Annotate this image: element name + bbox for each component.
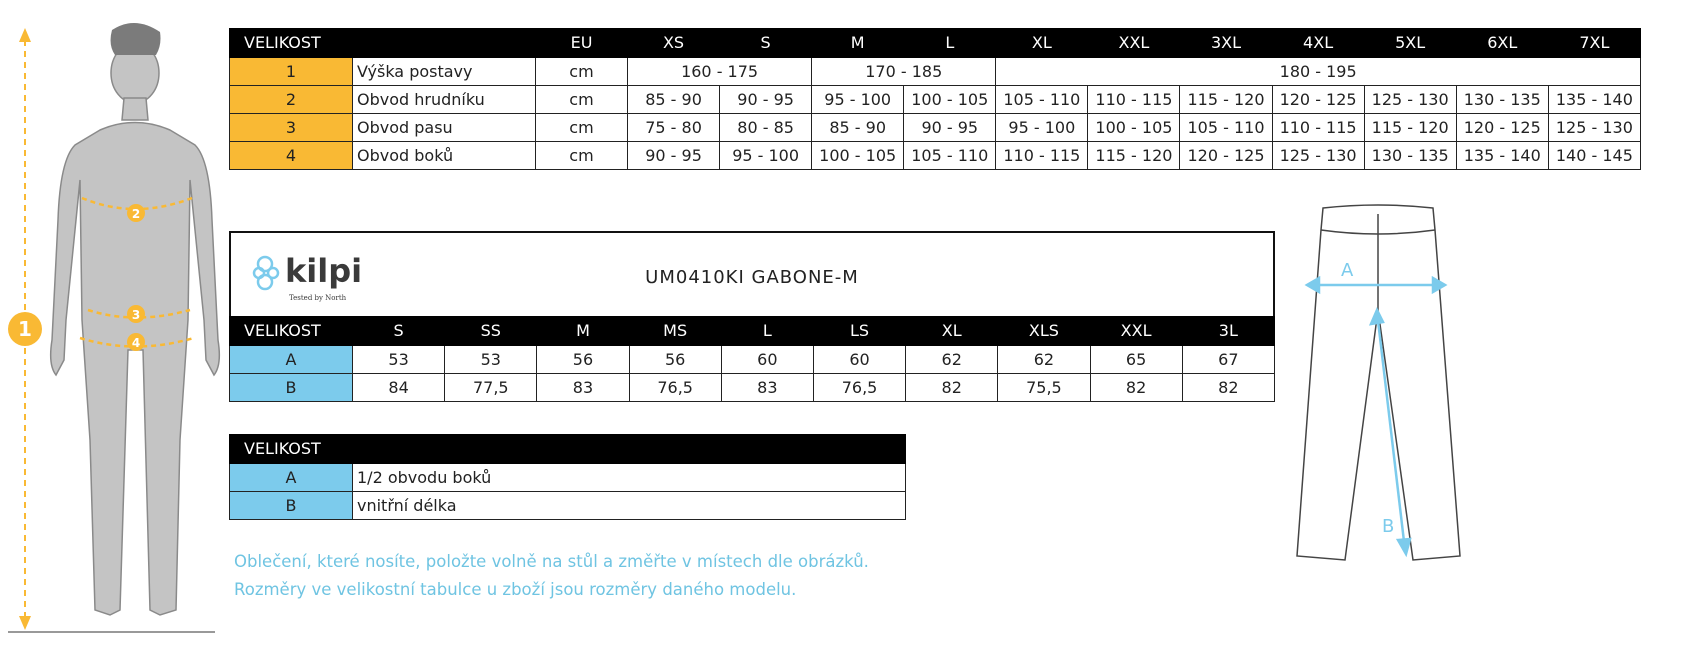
product-header [229, 231, 1275, 316]
value-cell: 83 [537, 374, 629, 402]
value-cell: 100 - 105 [812, 142, 904, 170]
value-cell: 95 - 100 [996, 114, 1088, 142]
value-cell: 95 - 100 [812, 86, 904, 114]
value-cell: 105 - 110 [1180, 114, 1272, 142]
value-cell: 135 - 140 [1456, 142, 1548, 170]
velikost-header: VELIKOST [230, 317, 353, 346]
value-cell: 82 [1090, 374, 1182, 402]
value-cell: 110 - 115 [996, 142, 1088, 170]
instruction-note: Oblečení, které nosíte, položte volně na stůl a změřte v místech dle obrázků. [234, 552, 869, 571]
unit-cell: cm [536, 58, 628, 86]
label-header [353, 29, 536, 58]
row-label: Obvod hrudníku [353, 86, 536, 114]
value-cell: 65 [1090, 346, 1182, 374]
row-label: B [230, 374, 353, 402]
value-cell: 53 [353, 346, 445, 374]
value-cell: 130 - 135 [1364, 142, 1456, 170]
measurement-legend-table [229, 434, 906, 520]
size-header: XL [906, 317, 998, 346]
product-size-table [229, 316, 1275, 402]
row-number: 2 [230, 86, 353, 114]
value-cell: 56 [537, 346, 629, 374]
brand-name: kilpi [285, 252, 363, 290]
brand-tagline: Tested by North [289, 294, 347, 302]
size-header: 7XL [1548, 29, 1640, 58]
value-cell: 100 - 105 [1088, 114, 1180, 142]
row-number: 1 [230, 58, 353, 86]
waist-marker: 3 [131, 308, 141, 322]
size-header: L [904, 29, 996, 58]
value-cell: 62 [906, 346, 998, 374]
size-header: 3XL [1180, 29, 1272, 58]
velikost-header: VELIKOST [230, 29, 353, 58]
size-header: 6XL [1456, 29, 1548, 58]
eu-header: EU [536, 29, 628, 58]
body-size-table [229, 28, 1641, 170]
size-header: SS [445, 317, 537, 346]
size-header: LS [813, 317, 905, 346]
table-row [230, 86, 1641, 114]
value-cell: 105 - 110 [904, 142, 996, 170]
value-cell: 62 [998, 346, 1090, 374]
unit-cell: cm [536, 114, 628, 142]
value-cell: 75,5 [998, 374, 1090, 402]
size-header: S [353, 317, 445, 346]
legend-text: vnitřní délka [353, 492, 906, 520]
size-header: 5XL [1364, 29, 1456, 58]
table-row [230, 346, 1275, 374]
human-figure-icon [0, 20, 230, 640]
empty-header [353, 435, 906, 464]
unit-cell: cm [536, 142, 628, 170]
value-cell: 53 [445, 346, 537, 374]
value-cell: 110 - 115 [1272, 114, 1364, 142]
value-cell: 90 - 95 [628, 142, 720, 170]
value-cell: 85 - 90 [628, 86, 720, 114]
table-row [230, 58, 1641, 86]
height-range-cell: 180 - 195 [996, 58, 1641, 86]
table-row [230, 142, 1641, 170]
value-cell: 60 [813, 346, 905, 374]
height-range-cell: 160 - 175 [628, 58, 812, 86]
pants-label-b: B [1382, 516, 1395, 537]
size-header: XLS [998, 317, 1090, 346]
value-cell: 120 - 125 [1272, 86, 1364, 114]
size-header: XL [996, 29, 1088, 58]
size-header: 3L [1182, 317, 1274, 346]
value-cell: 77,5 [445, 374, 537, 402]
value-cell: 60 [721, 346, 813, 374]
value-cell: 56 [629, 346, 721, 374]
table-row [230, 374, 1275, 402]
value-cell: 130 - 135 [1456, 86, 1548, 114]
row-label: A [230, 346, 353, 374]
row-label: Výška postavy [353, 58, 536, 86]
velikost-header: VELIKOST [230, 435, 353, 464]
value-cell: 120 - 125 [1456, 114, 1548, 142]
row-label: B [230, 492, 353, 520]
table-row [230, 464, 906, 492]
size-header: S [720, 29, 812, 58]
size-header: XXL [1088, 29, 1180, 58]
instruction-note: Rozměry ve velikostní tabulce u zboží jsou rozměry daného modelu. [234, 580, 797, 599]
pants-label-a: A [1341, 260, 1354, 281]
product-title: UM0410KI GABONE-M [645, 267, 859, 288]
table-row [230, 114, 1641, 142]
value-cell: 115 - 120 [1088, 142, 1180, 170]
value-cell: 125 - 130 [1364, 86, 1456, 114]
unit-cell: cm [536, 86, 628, 114]
value-cell: 84 [353, 374, 445, 402]
legend-text: 1/2 obvodu boků [353, 464, 906, 492]
value-cell: 95 - 100 [720, 142, 812, 170]
value-cell: 82 [906, 374, 998, 402]
header-row [230, 317, 1275, 346]
value-cell: 135 - 140 [1548, 86, 1640, 114]
value-cell: 120 - 125 [1180, 142, 1272, 170]
size-header: 4XL [1272, 29, 1364, 58]
value-cell: 90 - 95 [904, 114, 996, 142]
value-cell: 125 - 130 [1548, 114, 1640, 142]
size-header: MS [629, 317, 721, 346]
row-label: A [230, 464, 353, 492]
size-header: M [812, 29, 904, 58]
pants-icon [1285, 200, 1470, 565]
row-label: Obvod boků [353, 142, 536, 170]
header-row [230, 29, 1641, 58]
size-header: XS [628, 29, 720, 58]
size-header: M [537, 317, 629, 346]
value-cell: 90 - 95 [720, 86, 812, 114]
value-cell: 85 - 90 [812, 114, 904, 142]
value-cell: 105 - 110 [996, 86, 1088, 114]
row-number: 4 [230, 142, 353, 170]
header-row [230, 435, 906, 464]
size-header: XXL [1090, 317, 1182, 346]
value-cell: 115 - 120 [1364, 114, 1456, 142]
row-number: 3 [230, 114, 353, 142]
size-header: L [721, 317, 813, 346]
value-cell: 80 - 85 [720, 114, 812, 142]
value-cell: 82 [1182, 374, 1274, 402]
row-label: Obvod pasu [353, 114, 536, 142]
chest-marker: 2 [131, 207, 141, 221]
height-marker: 1 [18, 317, 32, 341]
value-cell: 110 - 115 [1088, 86, 1180, 114]
value-cell: 115 - 120 [1180, 86, 1272, 114]
value-cell: 76,5 [813, 374, 905, 402]
value-cell: 76,5 [629, 374, 721, 402]
value-cell: 75 - 80 [628, 114, 720, 142]
value-cell: 100 - 105 [904, 86, 996, 114]
value-cell: 140 - 145 [1548, 142, 1640, 170]
value-cell: 67 [1182, 346, 1274, 374]
value-cell: 83 [721, 374, 813, 402]
table-row [230, 492, 906, 520]
hip-marker: 4 [131, 336, 141, 350]
height-range-cell: 170 - 185 [812, 58, 996, 86]
value-cell: 125 - 130 [1272, 142, 1364, 170]
